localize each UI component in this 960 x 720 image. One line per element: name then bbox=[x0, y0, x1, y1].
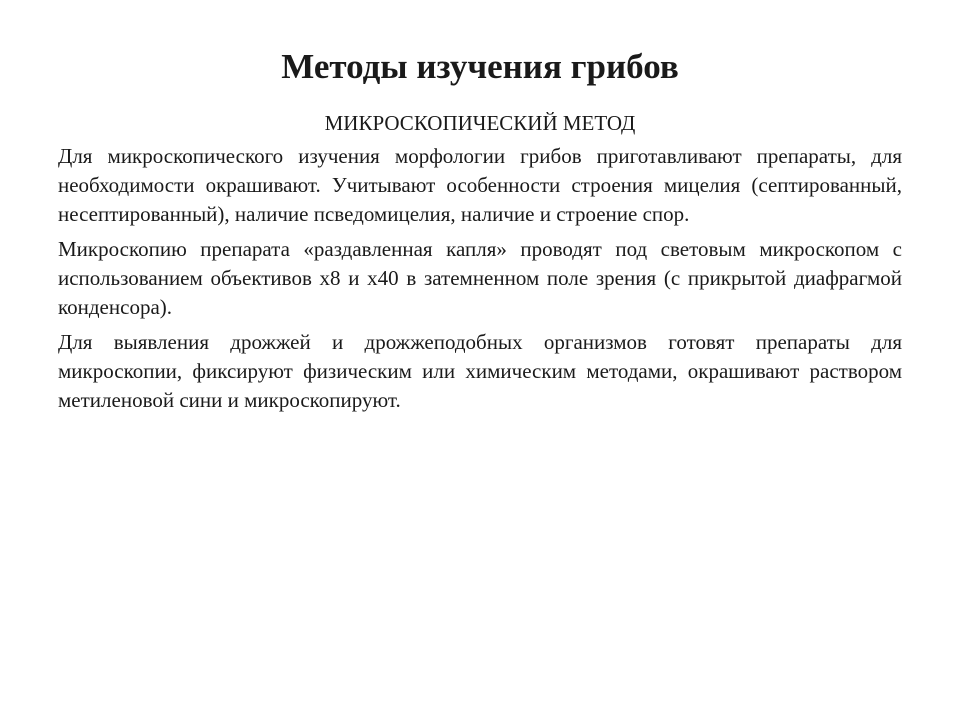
paragraph-microscopy: Микроскопию препарата «раздавленная капля» проводят под световым микроскопом с использованием объективов х8 и х40 в затемненном поле зрения (с прикрытой диафрагмой конденсора). bbox=[58, 237, 902, 319]
slide-content bbox=[58, 108, 902, 421]
slide-title: Методы изучения грибов bbox=[281, 47, 679, 86]
section-subtitle: МИКРОСКОПИЧЕСКИЙ МЕТОД bbox=[324, 111, 636, 135]
paragraph-yeast-detection: Для выявления дрожжей и дрожжеподобных организмов готовят препараты для микроскопии, фиксируют физическим или химическим методами, окрашивают раствором метиленовой сини и микроскопируют. bbox=[58, 330, 902, 412]
paragraph-preparation: Для микроскопического изучения морфологии грибов приготавливают препараты, для необходимости окрашивают. Учитывают особенности строения мицелия (септированный, несептированный), наличие псведомицелия, наличие и строение спор. bbox=[58, 144, 902, 226]
